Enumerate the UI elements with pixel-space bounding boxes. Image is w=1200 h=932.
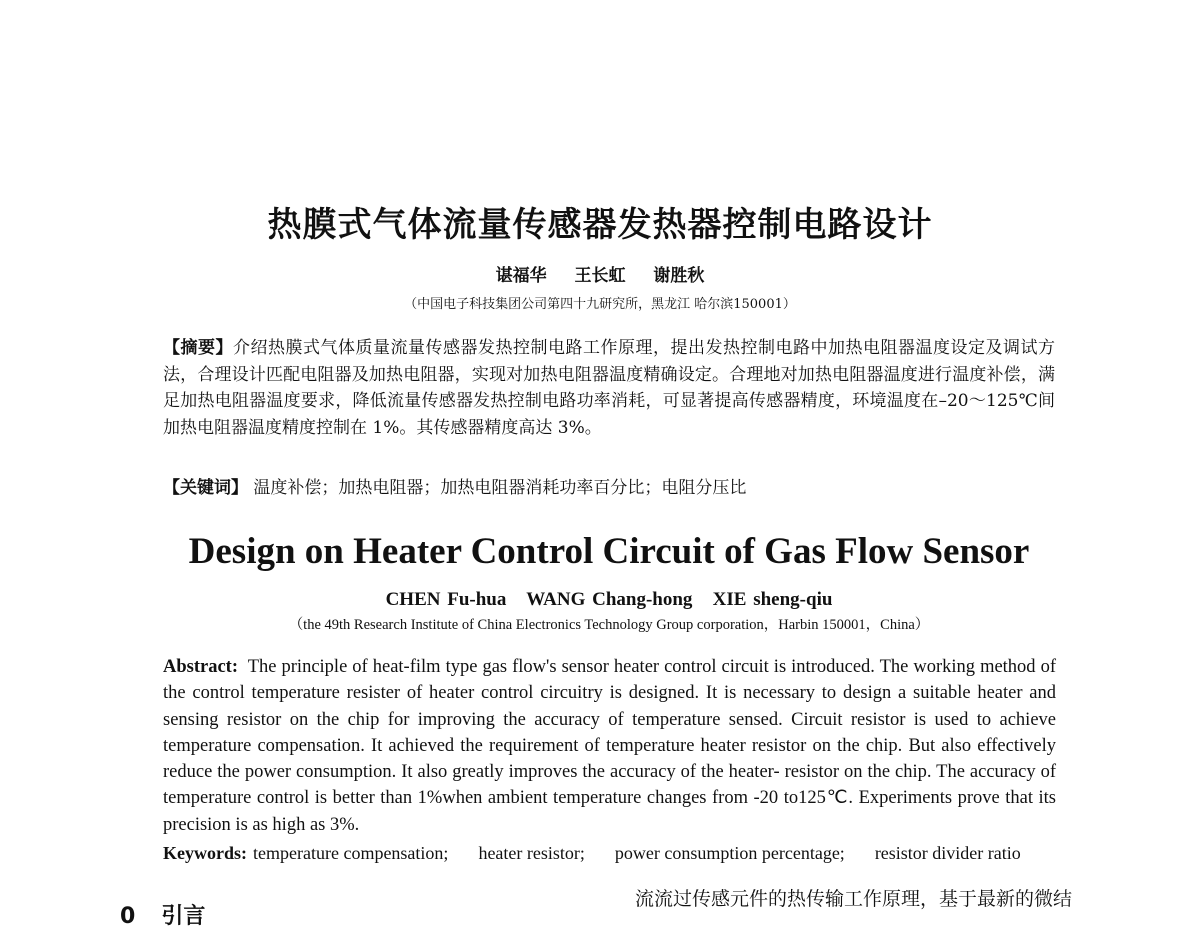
body-right-column-text: 流流过传感元件的热传输工作原理，基于最新的微结 — [635, 888, 1073, 910]
english-keywords — [163, 840, 1056, 866]
english-authors: CHEN Fu-hua WANG Chang-hong XIE sheng-qiu — [385, 589, 833, 610]
chinese-keywords-label: 【关键词】 — [163, 478, 248, 498]
keyword-heater-resistor: heater resistor; — [478, 843, 585, 863]
chinese-keywords — [163, 475, 1055, 501]
chinese-affiliation: （中国电子科技集团公司第四十九研究所，黑龙江 哈尔滨150001） — [404, 297, 796, 312]
keyword-power-consumption-percentage: power consumption percentage; — [614, 843, 845, 863]
chinese-abstract-label: 【摘要】 — [163, 338, 233, 358]
chinese-keywords-text: 温度补偿；加热电阻器；加热电阻器消耗功率百分比；电阻分压比 — [253, 478, 747, 498]
section-heading-introduction — [120, 902, 205, 932]
section-title: 引言 — [161, 904, 206, 929]
english-title: Design on Heater Control Circuit of Gas Flow Sensor — [188, 531, 1030, 572]
chinese-title: 热膜式气体流量传感器发热器控制电路设计 — [267, 205, 933, 245]
english-affiliation: （the 49th Research Institute of China Electronics Technology Group corporation，Harbin 150001，China） — [288, 617, 930, 633]
english-abstract-text: The principle of heat-film type gas flow's sensor heater control circuit is introduced. The working method of the control temperature resister of heater control circuitry is designed. It is necessary to design a suitable heater and sensing resistor on the chip for improving the accuracy of temperature sensed. Circuit resistor is used to achieve temperature compensation. It achieved the requirement of temperature heater resistor on the chip. But also effectively reduce the power consumption. It also greatly improves the accuracy of the heater- resistor on the chip. The accuracy of temperature control is better than 1%when ambient temperature changes from -20 to125℃. Experiments prove that its precision is as high as 3%. — [163, 657, 1056, 835]
keyword-resistor-divider-ratio: resistor divider ratio — [874, 843, 1021, 863]
english-abstract-label: Abstract: — [163, 657, 239, 677]
chinese-authors: 谌福华 王长虹 谢胜秋 — [495, 266, 705, 286]
chinese-abstract-text: 介绍热膜式气体质量流量传感器发热控制电路工作原理，提出发热控制电路中加热电阻器温度设定及调试方法，合理设计匹配电阻器及加热电阻器，实现对加热电阻器温度精确设定。合理地对加热电阻器温度进行温度补偿，满足加热电阻器温度要求，降低流量传感器发热控制电路功率消耗，可显著提高传感器精度，环境温度在–20～125℃间加热电阻器温度精度控制在 1%。其传感器精度高达 3%。 — [163, 338, 1055, 438]
chinese-abstract — [163, 335, 1055, 441]
english-keywords-label: Keywords: — [163, 843, 247, 863]
english-abstract — [163, 654, 1056, 838]
keyword-temperature-compensation: temperature compensation; — [253, 843, 449, 863]
section-number: 0 — [120, 904, 136, 929]
